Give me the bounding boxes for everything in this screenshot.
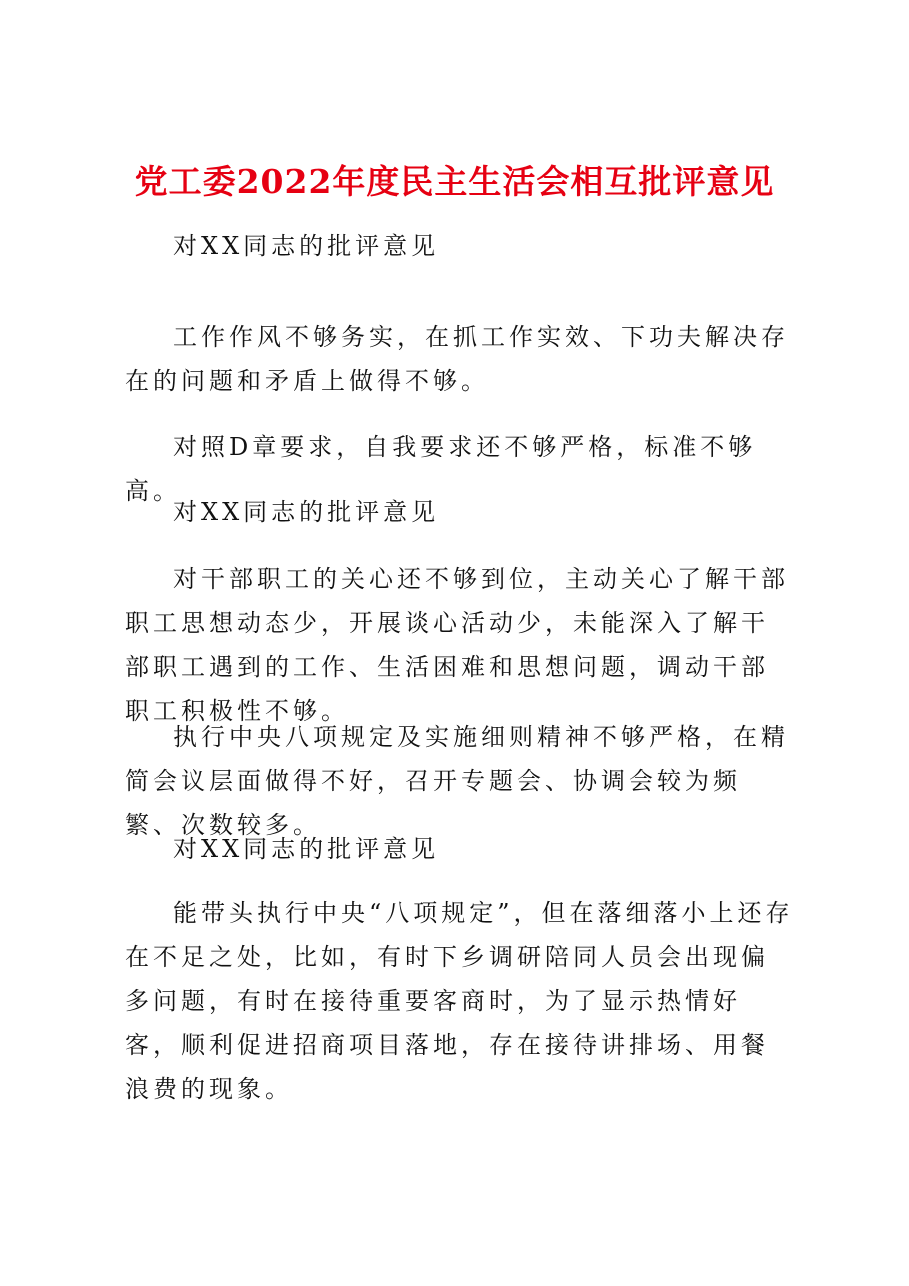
paragraph-5: 能带头执行中央“八项规定”，但在落细落小上还存在不足之处，比如，有时下乡调研陪同人员会出现偏多问题，有时在接待重要客商时，为了显示热情好客，顺利促进招商项目落地，存在接待讲排场、用餐浪费的现象。	[125, 899, 794, 1103]
paragraph-1: 工作作风不够务实，在抓工作实效、下功夫解决存在的问题和矛盾上做得不够。	[125, 323, 789, 395]
section-heading-1: 对XX同志的批评意见	[173, 232, 440, 260]
document-title: 党工委2022年度民主生活会相互批评意见	[134, 162, 775, 201]
section-heading-2: 对XX同志的批评意见	[173, 498, 440, 526]
paragraph-3: 对干部职工的关心还不够到位，主动关心了解干部职工思想动态少，开展谈心活动少，未能深入了解干部职工遇到的工作、生活困难和思想问题，调动干部职工积极性不够。	[125, 565, 789, 725]
paragraph-4: 执行中央八项规定及实施细则精神不够严格，在精简会议层面做得不好，召开专题会、协调会较为频繁、次数较多。	[125, 723, 789, 839]
section-heading-3: 对XX同志的批评意见	[173, 835, 440, 863]
paragraph-2: 对照D章要求，自我要求还不够严格，标准不够高。	[125, 433, 757, 505]
